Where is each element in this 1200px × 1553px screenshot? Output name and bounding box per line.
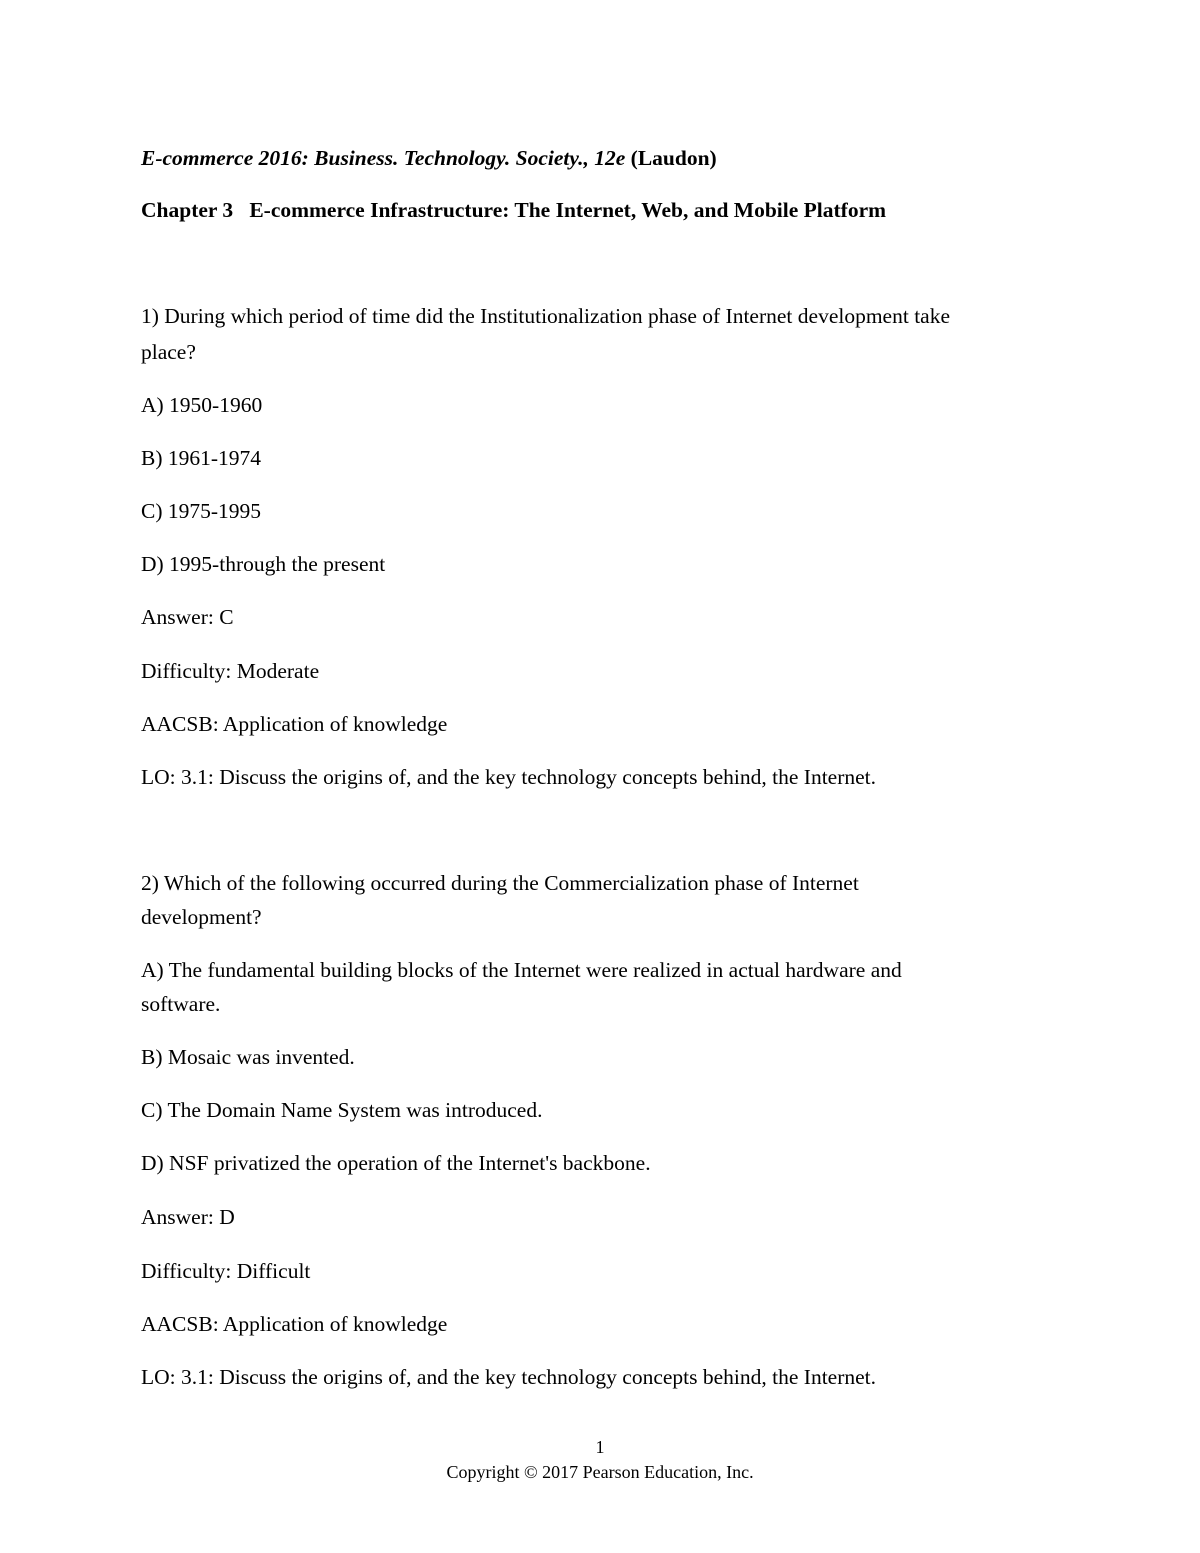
book-title-line <box>141 141 717 175</box>
book-title: E-commerce 2016: Business. Technology. Society., 12e <box>141 146 626 170</box>
copyright-notice: Copyright © 2017 Pearson Education, Inc. <box>446 1462 754 1482</box>
question-1-aacsb: AACSB: Application of knowledge <box>141 712 448 736</box>
page-number: 1 <box>595 1437 605 1457</box>
question-2-option-b: B) Mosaic was invented. <box>141 1045 355 1069</box>
question-2-option-c: C) The Domain Name System was introduced. <box>141 1098 543 1122</box>
question-1-option-c: C) 1975-1995 <box>141 499 262 523</box>
question-1-option-a: A) 1950-1960 <box>141 393 263 417</box>
question-1-lo: LO: 3.1: Discuss the origins of, and the key technology concepts behind, the Internet. <box>141 765 877 789</box>
question-2-option-d: D) NSF privatized the operation of the Internet's backbone. <box>141 1151 651 1175</box>
question-1-prompt-line-2: place? <box>141 340 196 364</box>
question-2-answer: Answer: D <box>141 1205 235 1229</box>
question-2-difficulty: Difficulty: Difficult <box>141 1259 311 1283</box>
question-2-lo: LO: 3.1: Discuss the origins of, and the key technology concepts behind, the Internet. <box>141 1365 877 1389</box>
question-1-prompt-line-1: 1) During which period of time did the Institutionalization phase of Internet development take <box>141 304 951 328</box>
question-1-option-b: B) 1961-1974 <box>141 446 262 470</box>
question-2-prompt-line-1: 2) Which of the following occurred during the Commercialization phase of Internet <box>141 871 859 895</box>
question-2-option-a-line-1: A) The fundamental building blocks of the Internet were realized in actual hardware and <box>141 958 902 982</box>
question-1-answer: Answer: C <box>141 605 234 629</box>
question-2-aacsb: AACSB: Application of knowledge <box>141 1312 448 1336</box>
question-1-difficulty: Difficulty: Moderate <box>141 659 320 683</box>
question-2-prompt-line-2: development? <box>141 905 262 929</box>
chapter-title: E-commerce Infrastructure: The Internet, Web, and Mobile Platform <box>249 198 887 222</box>
question-1-option-d: D) 1995-through the present <box>141 552 386 576</box>
book-author: (Laudon) <box>630 146 717 170</box>
question-2-option-a-line-2: software. <box>141 992 221 1016</box>
chapter-heading <box>141 193 886 227</box>
chapter-label: Chapter 3 <box>141 198 234 222</box>
